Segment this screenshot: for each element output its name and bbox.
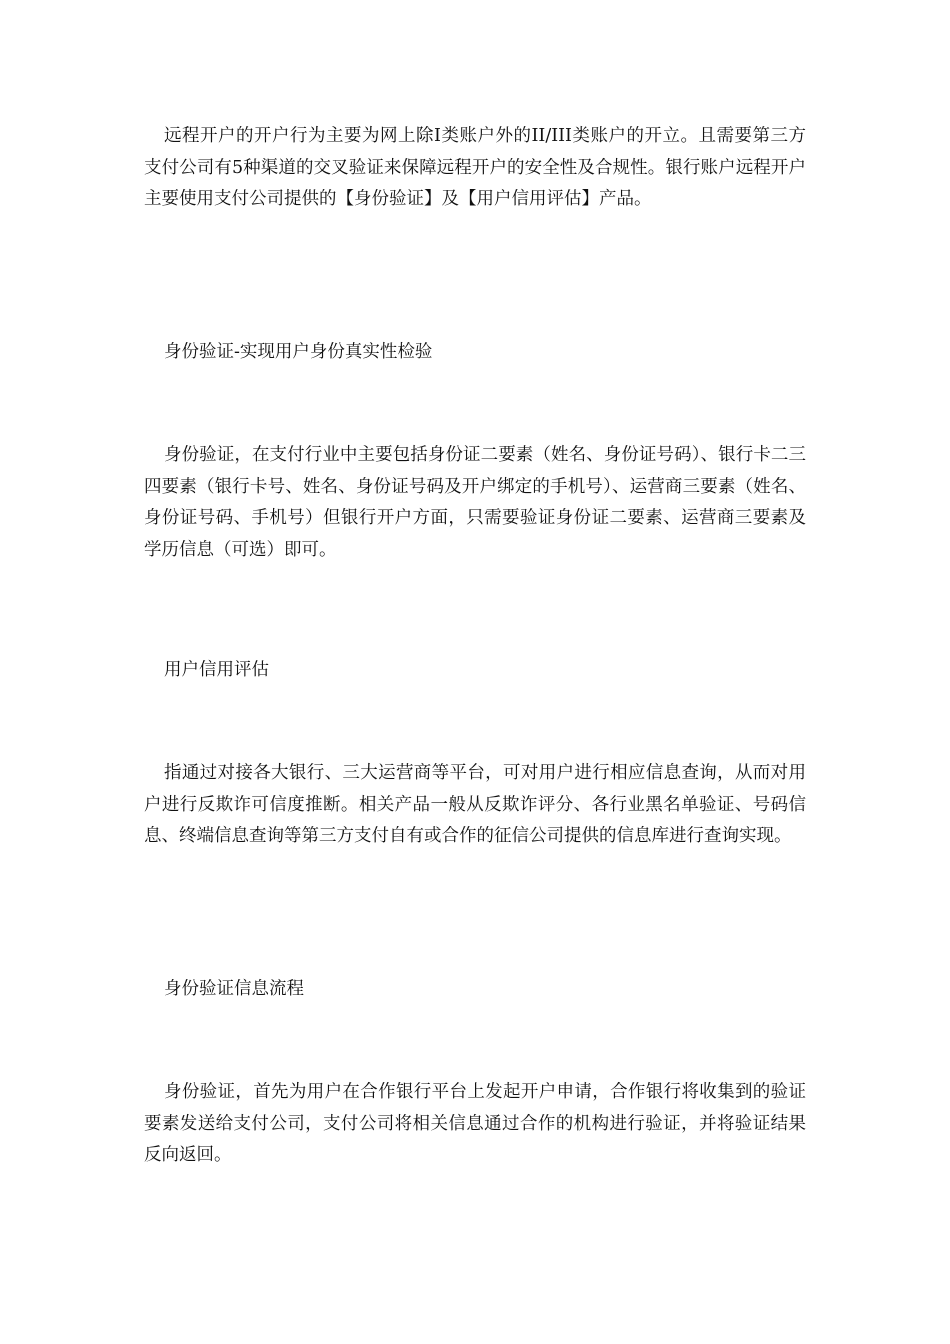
heading-verification-flow: 身份验证信息流程 <box>164 979 304 999</box>
heading-credit-evaluation: 用户信用评估 <box>164 660 269 680</box>
paragraph-remote-account-opening: 远程开户的开户行为主要为网上除I类账户外的II/III类账户的开立。且需要第三方支付公司有5种渠道的交叉验证来保障远程开户的安全性及合规性。银行账户远程开户主要使用支付公司提供的【身份验证】及【用户信用评估】产品。 <box>144 126 806 209</box>
paragraph-credit-evaluation: 指通过对接各大银行、三大运营商等平台，可对用户进行相应信息查询，从而对用户进行反欺诈可信度推断。相关产品一般从反欺诈评分、各行业黑名单验证、号码信息、终端信息查询等第三方支付自有或合作的征信公司提供的信息库进行查询实现。 <box>144 763 806 846</box>
paragraph-identity-verification: 身份验证，在支付行业中主要包括身份证二要素（姓名、身份证号码）、银行卡二三四要素（银行卡号、姓名、身份证号码及开户绑定的手机号）、运营商三要素（姓名、身份证号码、手机号）但银行开户方面，只需要验证身份证二要素、运营商三要素及学历信息（可选）即可。 <box>144 445 806 560</box>
paragraph-verification-flow: 身份验证，首先为用户在合作银行平台上发起开户申请，合作银行将收集到的验证要素发送给支付公司，支付公司将相关信息通过合作的机构进行验证，并将验证结果反向返回。 <box>144 1082 806 1165</box>
heading-identity-verification: 身份验证-实现用户身份真实性检验 <box>164 342 433 362</box>
